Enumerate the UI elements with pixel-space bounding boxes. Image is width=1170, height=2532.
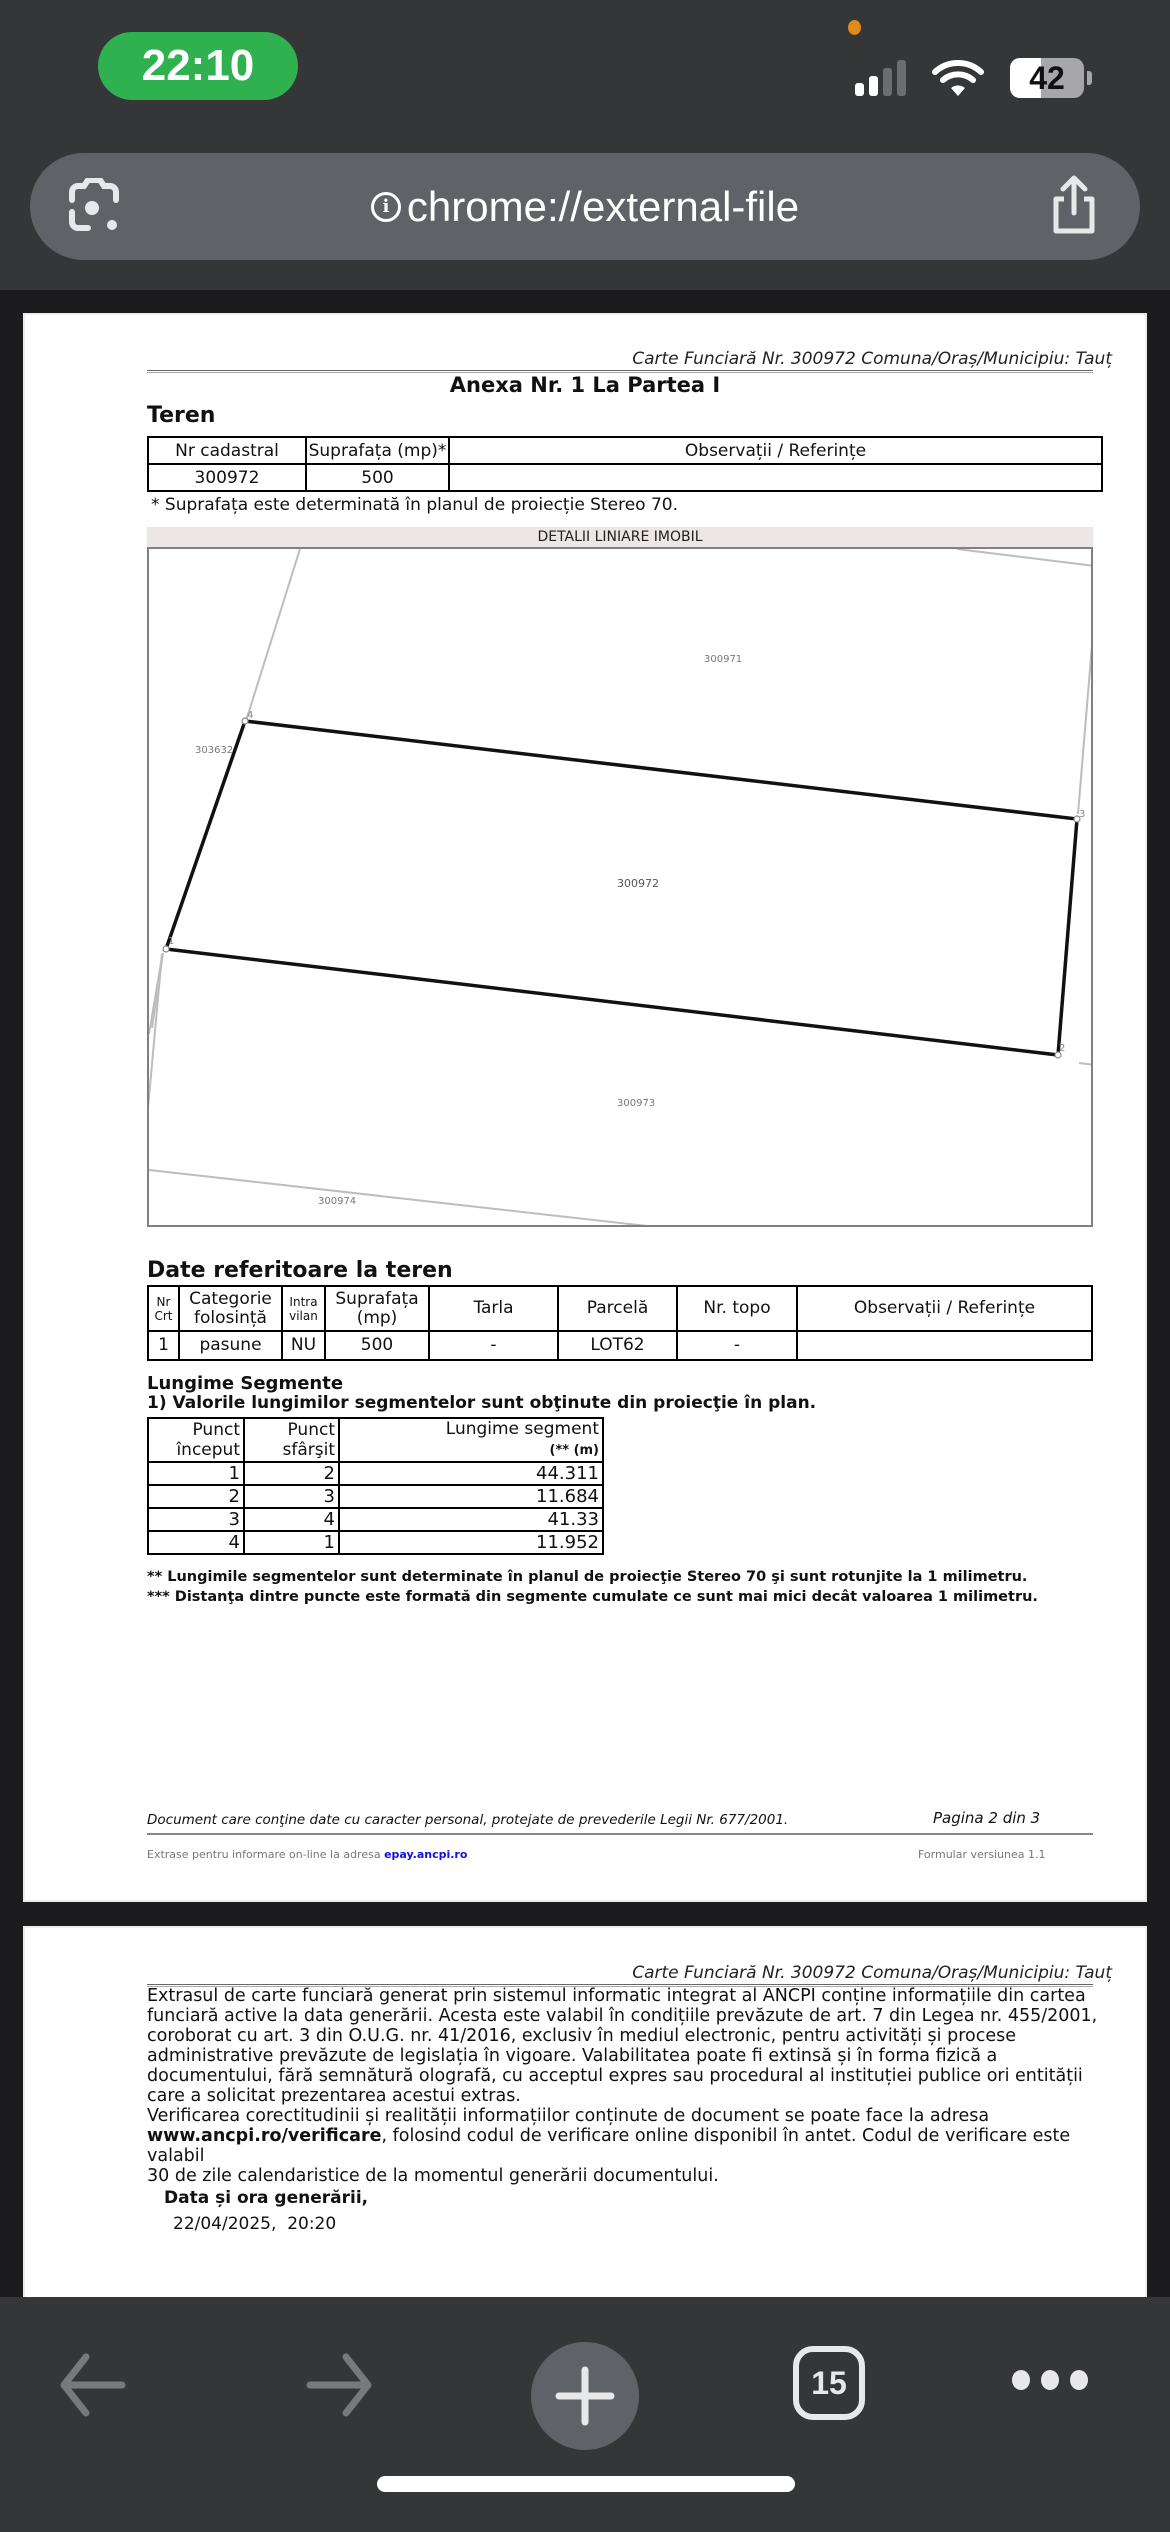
col-punct-inceput: Punct început (148, 1418, 244, 1462)
table-row: 4 1 11.952 (148, 1531, 603, 1554)
more-dots-icon[interactable] (1012, 2368, 1088, 2392)
cell-nr-cadastral: 300972 (148, 464, 306, 491)
generated-value: 22/04/2025, 20:20 (173, 2214, 337, 2234)
teren-heading: Teren (147, 403, 216, 428)
pdf-page-3 (23, 1926, 1147, 2300)
cell-parcela: LOT62 (558, 1331, 677, 1360)
col-lungime-segment: Lungime segment (** (m) (339, 1418, 603, 1462)
vertex-label-3: 3 (1079, 809, 1086, 820)
date-teren-table (147, 1285, 1093, 1361)
cellular-signal-icon (855, 60, 915, 96)
cell-intravilan: NU (282, 1331, 325, 1360)
back-arrow-icon[interactable] (56, 2352, 132, 2418)
table-row: 1 2 44.311 (148, 1462, 603, 1485)
col-intravilan: Intra vilan (282, 1286, 325, 1331)
segment-note-1: ** Lungimile segmentelor sunt determinate în planul de proiecţie Stereo 70 şi sunt rotunjite la 1 milimetru. (147, 1569, 1028, 1585)
label-parcel-300972: 300972 (617, 877, 659, 890)
table-row (148, 464, 1102, 491)
neighbor-boundary-north (957, 549, 1093, 566)
vertex-label-2: 2 (1059, 1043, 1066, 1054)
carte-funciara-header: Carte Funciară Nr. 300972 Comuna/Oraș/Municipiu: Tauț (632, 349, 1112, 369)
col-punct-sfarsit: Punct sfârşit (244, 1418, 339, 1462)
cell-suprafata: 500 (306, 464, 449, 491)
table-row: 2 3 11.684 (148, 1485, 603, 1508)
neighbor-boundary-300974 (149, 1170, 674, 1227)
battery-level: 42 (1029, 60, 1065, 96)
label-parcel-300971: 300971 (704, 654, 743, 665)
home-indicator[interactable] (377, 2476, 795, 2492)
wifi-icon (932, 58, 984, 98)
cell-nr-crt: 1 (148, 1331, 179, 1360)
browser-top-bar (0, 0, 1170, 290)
neighbor-boundary-west-north (246, 549, 300, 721)
forward-arrow-icon[interactable] (300, 2352, 376, 2418)
col-tarla: Tarla (429, 1286, 558, 1331)
label-parcel-300973: 300973 (617, 1098, 656, 1109)
neighbor-boundary-east-north (1078, 609, 1093, 814)
neighbor-boundary-east-south (1079, 1063, 1093, 1065)
cell-observatii (449, 464, 1102, 491)
battery-nub (1087, 71, 1092, 85)
col-suprafata: Suprafața (mp)* (306, 437, 449, 464)
segmente-heading: Lungime Segmente (147, 1373, 344, 1394)
pdf-page-2 (23, 313, 1147, 1902)
info-icon[interactable]: i (371, 192, 401, 222)
tab-switcher-button[interactable]: 15 (793, 2346, 865, 2420)
segmente-subheading: 1) Valorile lungimilor segmentelor sunt obţinute din proiecţie în plan. (147, 1393, 817, 1413)
plus-icon (555, 2366, 615, 2426)
segment-note-2: *** Distanţa dintre puncte este formată din segmente cumulate ce sunt mai mici decât valoarea 1 milimetru. (147, 1589, 1038, 1605)
privacy-footer: Document care conţine date cu caracter personal, protejate de prevederile Legii Nr. 677/2001. (147, 1812, 789, 1828)
footer-rule (147, 1833, 1093, 1835)
parcel-map (147, 547, 1093, 1227)
table-row: 3 4 41.33 (148, 1508, 603, 1531)
share-icon[interactable] (1046, 175, 1102, 235)
suprafata-note: * Suprafața este determinată în planul de proiecție Stereo 70. (151, 495, 679, 515)
teren-table (147, 436, 1103, 492)
verify-link[interactable]: www.ancpi.ro/verificare (147, 2126, 382, 2146)
annex-title: Anexa Nr. 1 La Partea I (449, 373, 721, 397)
segment-length-table (147, 1417, 604, 1555)
col-nr-crt: Nr Crt (148, 1286, 179, 1331)
col-parcela: Parcelă (558, 1286, 677, 1331)
cell-observatii (797, 1331, 1092, 1360)
browser-bottom-toolbar (0, 2297, 1170, 2532)
url-text[interactable]: chrome://external-file (406, 182, 800, 230)
col-observatii: Observații / Referințe (797, 1286, 1092, 1331)
vertex-label-4: 4 (247, 710, 254, 721)
map-title-bar: DETALII LINIARE IMOBIL (147, 527, 1093, 547)
date-teren-heading: Date referitoare la teren (147, 1258, 453, 1283)
col-suprafata: Suprafața (mp) (325, 1286, 429, 1331)
label-parcel-303632: 303632 (195, 745, 234, 756)
label-parcel-300974: 300974 (318, 1196, 357, 1207)
vertex-label-1: 1 (168, 936, 175, 947)
new-tab-button[interactable] (531, 2342, 639, 2450)
page-number: Pagina 2 din 3 (933, 1809, 1041, 1827)
status-time: 22:10 (98, 32, 298, 100)
battery-icon (1010, 58, 1084, 98)
col-nr-cadastral: Nr cadastral (148, 437, 306, 464)
parcel-map-svg (149, 549, 1093, 1227)
cell-suprafata: 500 (325, 1331, 429, 1360)
col-categorie: Categorie folosință (179, 1286, 282, 1331)
cell-nr-topo: - (677, 1331, 797, 1360)
form-version: Formular versiunea 1.1 (918, 1848, 1046, 1861)
address-bar[interactable] (30, 153, 1140, 260)
col-observatii: Observații / Referințe (449, 437, 1102, 464)
epay-link[interactable]: epay.ancpi.ro (384, 1848, 468, 1861)
carte-funciara-header: Carte Funciară Nr. 300972 Comuna/Oraș/Municipiu: Tauț (632, 1963, 1112, 1983)
cell-tarla: - (429, 1331, 558, 1360)
url-display[interactable] (30, 153, 1140, 260)
privacy-indicator-dot (848, 20, 861, 35)
online-info: Extrase pentru informare on-line la adresa epay.ancpi.ro (147, 1848, 468, 1861)
col-nr-topo: Nr. topo (677, 1286, 797, 1331)
table-row (148, 1331, 1092, 1360)
validity-text: Extrasul de carte funciară generat prin sistemul informatic integrat al ANCPI conține informațiile din cartea funciară active la data generării. Acesta este valabil în condițiile prevăzute de art. 7 din Legea nr. 455/2001, coroborat cu art. 3 din O.U.G. nr. 41/2016, exclusiv în mediul electronic, pentru activități și procese administrative prevăzute de legislația în vigoare. Valabilitatea poate fi extinsă și în forma fizică a documentului, fără semnătură olografă, cu acceptul expres sau procedural al instituției publice ori entității care a solicitat prezentarea acestui extras. Verificarea corectitudinii și realității informațiilor conținute de document se poate face la adresa www.ancpi.ro/verificare, folosind codul de verificare online disponibil în antet. Codul de verificare este valabil 30 de zile calendaristice de la momentul generării documentului. (147, 1986, 1098, 2186)
generated-label: Data și ora generării, (164, 2188, 369, 2208)
cell-categorie: pasune (179, 1331, 282, 1360)
